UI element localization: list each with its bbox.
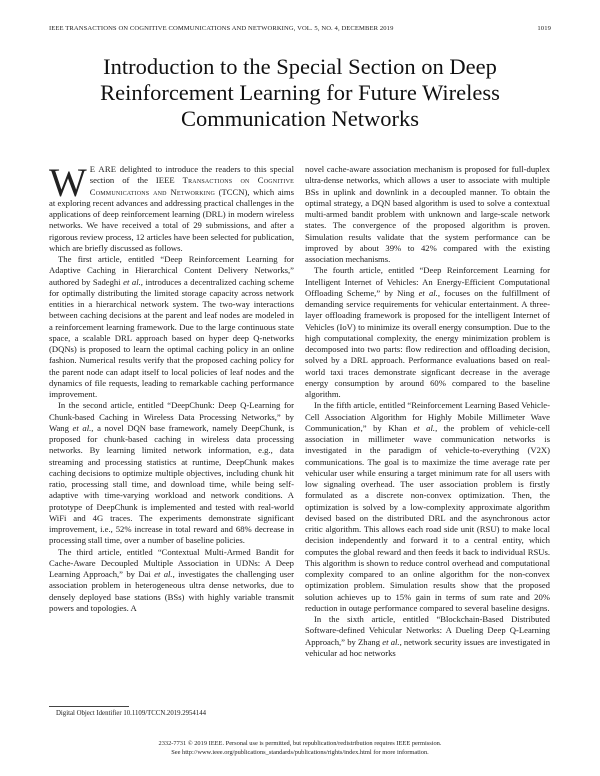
para5-text-b: , the problem of vehicle-cell association in millimeter wave communication networks is investigated in the paradigm of vehicle-to-everything (V2X) communications. The goal is to maximize the time average rate per vehicular user while ensuring a target minimum rate for all users with low signaling overhead. The user association problem is firstly formulated as a discrete non-convex optimization. Then, the optimization is solved by a low-complexity approximate algorithm devised based on the distributed DRL and the asynchronous actor critic algorithm. This allows each road side unit (RSU) to make local decision independently and forward it to a central entity, which computes the global reward and then feeds it back to individual RSUs. This algorithm is shown to reduce control overhead and computational complexity compared to an online algorithm for the non-convex optimization problem. Simulation results show that the proposed solution achieves up to 15% gain in terms of sum rate and 20% reduction in outage performance compared to several baseline designs. [305,422,550,613]
footnote-rule [49,706,129,707]
para6-etal: et al. [382,636,400,647]
left-column [49,160,295,614]
title-line-2: Reinforcement Learning for Future Wireless [100,80,500,105]
drop-cap: W [49,160,87,205]
intro-text-b: (TCCN), which aims at exploring recent advances and addressing practical challenges in the applications of deep reinforcement learning (DRL) in modern wireless networks. We have received a total of 29 submissions, and after a rigorous review process, 12 articles have been selected for publication, which are briefly discussed as follows. [49,186,294,253]
para3-text-b: , investigates the challenging user association problem in heterogeneous ultra dense networks, due to densely deployed base stations (BSs) with highly variable transmit powers and topologies. A [49,569,294,613]
paragraph-fifth-article [305,400,550,614]
para5-text-a: In the fifth article, entitled “Reinforcement Learning Based Vehicle-Cell Association Algorithm for Highly Mobile Millimeter Wave Communication,” by Khan [305,400,550,433]
para4-text-b: , focuses on the fulfillment of demanding service requirements for vehicular entertainment. A three-layer offloading framework is proposed for the intelligent Internet of Vehicles (IoV) to minimize its overall energy consumption. Due to the high computational complexity, the energy minimization problem is decomposed into two parts: flow redirection and offloading decision, solved by a DRL approach. Performance evaluations based on real-world taxi traces demonstrate signficant decrease in the average energy consumption by around 60% compared to the baseline algorithm. [305,287,550,399]
para4-text-a: The fourth article, entitled “Deep Reinforcement Learning for Intelligent Internet of Vehicles: An Energy-Efficient Computational Offloading Scheme,” by Ning [305,265,550,298]
paragraph-fourth-article [305,265,550,400]
journal-name: Transactions on Cognitive Communications and Networking [89,175,294,197]
para3-text-a: The third article, entitled “Contextual Multi-Armed Bandit for Cache-Aware Decoupled Multiple Association in UDNs: A Deep Learning Approach,” by Dai [49,546,294,579]
journal-header: IEEE TRANSACTIONS ON COGNITIVE COMMUNICATIONS AND NETWORKING, VOL. 5, NO. 4, DECEMBER 2019 [49,25,394,32]
doi-footnote: Digital Object Identifier 10.1109/TCCN.2019.2954144 [56,710,207,717]
para2-text-a: In the second article, entitled “DeepChunk: Deep Q-Learning for Chunk-based Caching in Wireless Data Processing Networks,” by Wang [49,400,294,433]
paragraph-third-continued: novel cache-aware association mechanism is proposed for full-duplex ultra-dense networks, which allows a user to associate with multiple BSs in uplink and downlink in a decoupled manner. To obtain the optimal strategy, a DQN based algorithm is used to solve a contextual multi-armed bandit problem with unknown and large-scale network states. The convergence of the proposed algorithm is proven. Simulation results validate that the system performance can be improved by about 39% to 42% compared with the existing association mechanisms. [305,164,550,264]
article-title [40,54,560,132]
title-line-3: Communication Networks [180,106,420,131]
para1-text-a: The first article, entitled “Deep Reinforcement Learning for Adaptive Caching in Hierarchical Content Delivery Networks,” authored by Sadeghi [49,254,294,287]
paragraph-first-article [49,254,294,400]
para5-etal: et al. [413,422,436,433]
copyright-line-2: See http://www.ieee.org/publications_standards/publications/rights/index.html for more information. [171,748,429,756]
intro-lead: E ARE [89,164,117,174]
intro-text-a: delighted to introduce the readers to this special section of the IEEE [89,164,294,186]
para6-text-a: In the sixth article, entitled “Blockchain-Based Distributed Software-defined Vehicular Networks: A Dueling Deep Q-Learning Approach,” by Zhang [305,614,550,647]
copyright-line-1: 2332-7731 © 2019 IEEE. Personal use is permitted, but republication/redistribution requires IEEE permission. [158,740,442,747]
para1-text-b: , introduces a decentralized caching scheme for optimally distributing the limited storage capacity across network entities in a hierarchical network system. The two-way interactions between caching decisions at the parent and leaf nodes are modeled in a reinforcement learning framework. Due to the large continuous state space, a scalable DRL approach based on hyper deep Q-networks (DQNs) is proposed to learn the optimal caching policy in an online fashion. Numerical results verify that the proposed caching policy for the parent node can adapt itself to local policies of leaf nodes and the dynamics of file requests, leading to remarkable caching performance improvement. [49,276,294,399]
paragraph-third-article [49,547,294,615]
copyright-notice [0,740,600,757]
para1-etal: et al. [123,276,141,287]
paragraph-sixth-article [305,614,550,659]
right-column [305,164,550,659]
paragraph-second-article [49,400,294,546]
page-number: 1019 [537,25,551,32]
para2-etal: et al. [72,422,92,433]
running-head [49,25,551,32]
para4-etal: et al. [418,287,438,298]
intro-paragraph [49,160,294,254]
para2-text-b: , a novel DQN base framework, namely DeepChunk, is proposed for chunk-based caching in wireless data processing networks. By learning limited network information, e.g., data streaming and processing statistics at runtime, DeepChunk makes caching decisions to optimize multiple objectives, including chunk hit ratio, processing stall time, and download time, while being self-adaptive with time-varying workload and network conditions. A prototype of DeepChunk is implemented and tested with real-world WiFi and 4G traces. The experiments demonstrate significant improvement, i.e., 52% increase in total reward and 68% decrease in processing stall time, over a number of baseline policies. [49,422,295,546]
para6-text-b: , network security issues are investigated in vehicular ad hoc networks [305,636,551,658]
title-line-1: Introduction to the Special Section on Deep [103,54,497,79]
para3-etal: et al. [154,569,173,579]
